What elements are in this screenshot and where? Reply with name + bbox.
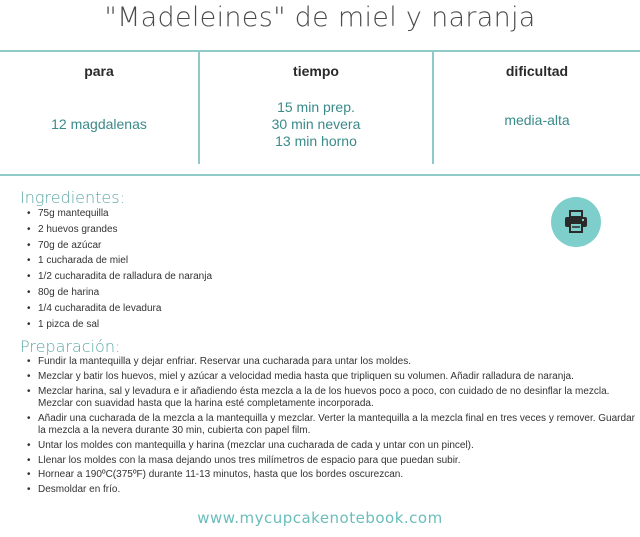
printer-icon	[563, 210, 589, 234]
info-tiempo	[200, 63, 432, 150]
tiempo-value-line: 15 min prep.	[277, 99, 355, 115]
preparation-step: • Añadir una cucharada de la mezcla a la mantequilla y mezclar. Verter la mantequilla a la mezcla final en tres veces y remover. Guardar la mezcla a la nevera durante 30 min, cubierta con papel film.	[38, 413, 640, 438]
ingredient-item: • 1/2 cucharadita de ralladura de naranja	[38, 269, 212, 285]
divider-top	[0, 50, 640, 52]
tiempo-value-line: 13 min horno	[275, 133, 357, 149]
tiempo-value	[200, 99, 432, 150]
preparation-step: • Hornear a 190ºC(375ºF) durante 11-13 minutos, hasta que los bordes oscurezcan.	[38, 469, 640, 481]
para-value-line: 12 magdalenas	[51, 116, 147, 132]
ingredient-item: • 1/4 cucharadita de levadura	[38, 301, 212, 317]
preparation-step: • Fundir la mantequilla y dejar enfriar. Reservar una cucharada para untar los moldes.	[38, 356, 640, 368]
ingredients-title: Ingredientes:	[20, 188, 125, 207]
ingredient-item: • 1 pizca de sal	[38, 317, 212, 333]
preparation-step: • Llenar los moldes con la masa dejando unos tres milímetros de espacio para que puedan subir.	[38, 455, 640, 467]
tiempo-label: tiempo	[293, 63, 339, 79]
preparation-list	[22, 356, 640, 496]
ingredients-list	[22, 206, 212, 332]
ingredient-item: • 2 huevos grandes	[38, 222, 212, 238]
preparation-step: • Untar los moldes con mantequilla y harina (mezclar una cucharada de cada y untar con un pincel).	[38, 440, 640, 452]
info-para	[0, 63, 198, 133]
recipe-title: "Madeleines" de miel y naranja	[104, 2, 536, 33]
ingredient-item: • 1 cucharada de miel	[38, 253, 212, 269]
ingredient-item: • 80g de harina	[38, 285, 212, 301]
preparation-step: • Mezclar harina, sal y levadura e ir añadiendo ésta mezcla a la de los huevos poco a poco, con cuidado de no desinflar la mezcla. Mezclar con suavidad hasta que la harina esté completamente incorporada.	[38, 386, 640, 411]
tiempo-value-line: 30 min nevera	[271, 116, 361, 132]
para-label: para	[84, 63, 114, 79]
preparation-step: • Desmoldar en frío.	[38, 484, 640, 496]
divider-bottom	[0, 174, 640, 176]
footer-link[interactable]: www.mycupcakenotebook.com	[197, 509, 443, 527]
info-dificultad	[434, 63, 640, 129]
para-value	[0, 116, 198, 133]
preparation-title: Preparación:	[20, 337, 121, 356]
print-button[interactable]	[551, 197, 601, 247]
ingredient-item: • 70g de azúcar	[38, 238, 212, 254]
preparation-step: • Mezclar y batir los huevos, miel y azúcar a velocidad media hasta que tripliquen su volumen. Añadir ralladura de naranja.	[38, 371, 640, 383]
dificultad-label: dificultad	[505, 63, 569, 79]
ingredient-item: • 75g mantequilla	[38, 206, 212, 222]
dificultad-value-line: media-alta	[504, 112, 570, 128]
dificultad-value	[434, 112, 640, 129]
